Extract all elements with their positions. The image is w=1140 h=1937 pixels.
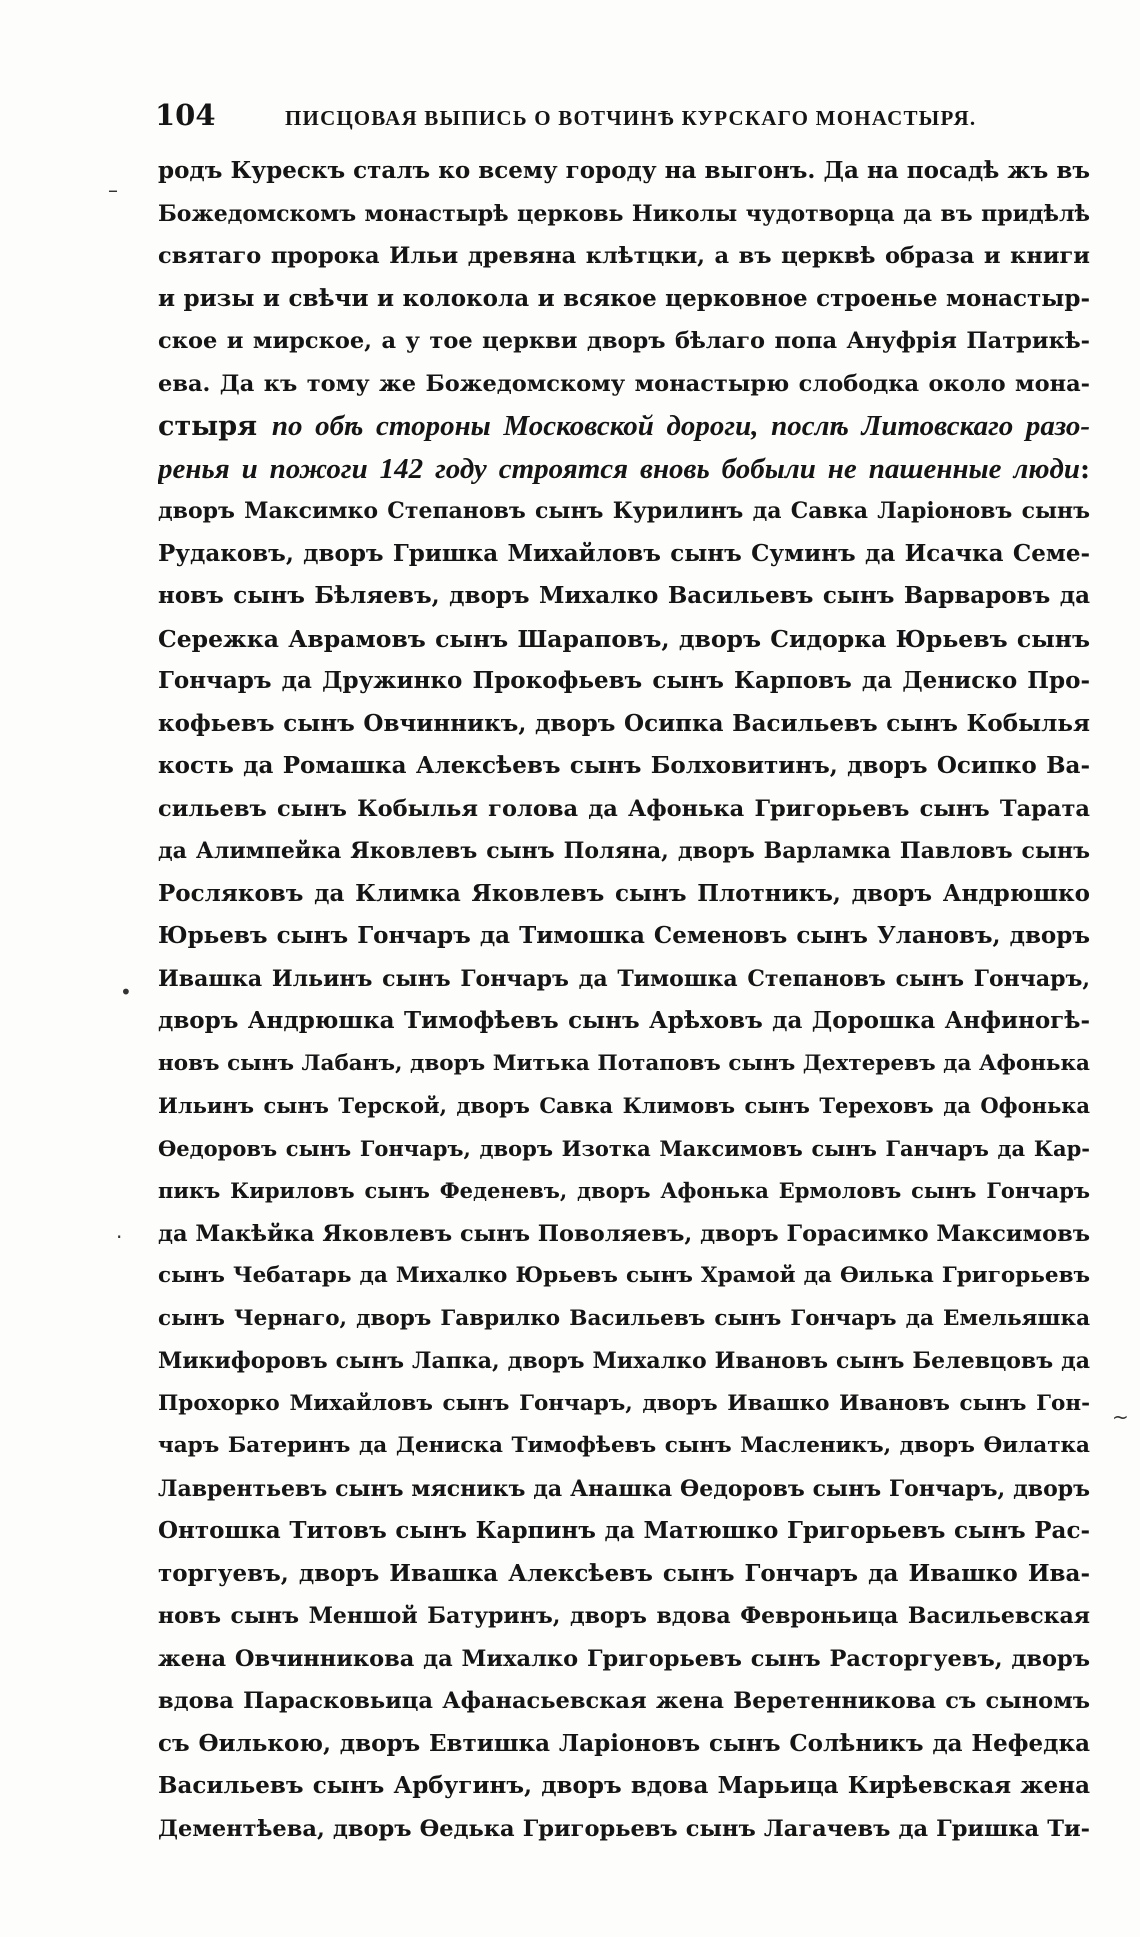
line-text: жена Овчинникова да Михалко Григорьевъ сынъ Расторгуевъ, дворъ: [158, 1645, 1090, 1672]
text-line: [158, 830, 1090, 873]
text-line: [158, 1510, 1090, 1553]
line-text: кофьевъ сынъ Овчинникъ, дворъ Осипка Васильевъ сынъ Кобылья: [158, 709, 1090, 737]
text-line: [158, 575, 1090, 618]
text-line: [158, 193, 1090, 236]
line-text: Онтошка Титовъ сынъ Карпинъ да Матюшко Григорьевъ сынъ Рас-: [158, 1517, 1090, 1544]
text-line: [158, 618, 1090, 661]
line-text: кость да Ромашка Алексѣевъ сынъ Болховитинъ, дворъ Осипко Ва-: [158, 752, 1090, 779]
text-line: [158, 405, 1090, 448]
text-line: [158, 1170, 1090, 1213]
text-line: [158, 1383, 1090, 1426]
text-line: [158, 235, 1090, 278]
line-text: дворъ Максимко Степановъ сынъ Курилинъ да Савка Ларіоновъ сынъ: [158, 498, 1090, 524]
text-line: [158, 1043, 1090, 1086]
text-line: [158, 320, 1090, 363]
line-text: сильевъ сынъ Кобылья голова да Афонька Григорьевъ сынъ Тарата: [158, 795, 1090, 822]
text-line: [158, 533, 1090, 576]
text-line: [158, 1340, 1090, 1383]
text-line: [158, 1298, 1090, 1341]
line-text: Рудаковъ, дворъ Гришка Михайловъ сынъ Суминъ да Исачка Семе-: [158, 539, 1090, 567]
margin-mark: ~: [1112, 1405, 1129, 1429]
line-text: Ѳедоровъ сынъ Гончаръ, дворъ Изотка Максимовъ сынъ Ганчаръ да Кар-: [158, 1135, 1090, 1161]
line-text: да Макѣйка Яковлевъ сынъ Поволяевъ, дворъ Горасимко Максимовъ: [158, 1220, 1090, 1247]
page-header: [155, 95, 977, 145]
line-text: :: [1080, 453, 1090, 485]
line-text: дворъ Андрюшка Тимофѣевъ сынъ Арѣховъ да Дорошка Анфиногѣ-: [158, 1007, 1090, 1034]
line-text: Ильинъ сынъ Терской, дворъ Савка Климовъ сынъ Тереховъ да Офонька: [158, 1093, 1090, 1118]
text-line: [158, 1128, 1090, 1171]
line-text: Прохорко Михайловъ сынъ Гончаръ, дворъ Ивашко Ивановъ сынъ Гон-: [158, 1390, 1090, 1416]
line-text: ское и мирское, а у тое церкви дворъ бѣлаго попа Ануфрія Патрикѣ-: [158, 328, 1090, 354]
text-line: [158, 278, 1090, 321]
text-line: [158, 1680, 1090, 1723]
line-text: стыря: [158, 411, 272, 442]
text-line: [158, 1638, 1090, 1681]
line-text: торгуевъ, дворъ Ивашка Алексѣевъ сынъ Гончаръ да Ивашко Ива-: [158, 1559, 1090, 1587]
line-text: сынъ Чернаго, дворъ Гаврилко Васильевъ сынъ Гончаръ да Емельяшка: [158, 1305, 1090, 1331]
text-line: [158, 1085, 1090, 1128]
line-text: вдова Парасковьица Афанасьевская жена Веретенникова съ сыномъ: [158, 1688, 1090, 1714]
body-text: [158, 150, 1090, 1850]
line-text: Микифоровъ сынъ Лапка, дворъ Михалко Ивановъ сынъ Белевцовъ да: [158, 1348, 1090, 1374]
line-text: Лаврентьевъ сынъ мясникъ да Анашка Ѳедоровъ сынъ Гончаръ, дворъ: [158, 1475, 1090, 1502]
line-text: чаръ Батеринъ да Дениска Тимофѣевъ сынъ Масленикъ, дворъ Ѳилатка: [158, 1433, 1090, 1458]
text-line: [158, 1000, 1090, 1043]
line-text: новъ сынъ Бѣляевъ, дворъ Михалко Васильевъ сынъ Варваровъ да: [158, 582, 1090, 609]
line-text: ева. Да къ тому же Божедомскому монастырю слободка около мона-: [158, 370, 1090, 397]
text-line: [158, 1808, 1090, 1851]
text-line: [158, 873, 1090, 916]
running-head: ПИСЦОВАЯ ВЫПИСЬ О ВОТЧИНѢ КУРСКАГО МОНАСТЫРЯ.: [285, 106, 977, 130]
text-line: [158, 1255, 1090, 1298]
line-text: сынъ Чебатарь да Михалко Юрьевъ сынъ Храмой да Ѳилька Григорьевъ: [158, 1263, 1090, 1288]
text-line: [158, 1425, 1090, 1468]
text-line: [158, 490, 1090, 533]
text-line: [158, 915, 1090, 958]
line-text: Юрьевъ сынъ Гончаръ да Тимошка Семеновъ сынъ Улановъ, дворъ: [158, 922, 1090, 949]
margin-mark: •: [120, 980, 132, 1004]
line-text: новъ сынъ Меншой Батуринъ, дворъ вдова Февроньица Васильевская: [158, 1603, 1090, 1629]
line-text: да Алимпейка Яковлевъ сынъ Поляна, дворъ Варламка Павловъ сынъ: [158, 838, 1090, 864]
text-line: [158, 363, 1090, 406]
line-text: съ Ѳилькою, дворъ Евтишка Ларіоновъ сынъ Солѣникъ да Нефедка: [158, 1729, 1090, 1757]
line-text: святаго пророка Ильи древяна клѣтцки, а въ церквѣ образа и книги: [158, 243, 1090, 269]
text-line: [158, 1213, 1090, 1256]
page-number: 104: [155, 98, 216, 132]
line-text: Дементѣева, дворъ Ѳедька Григорьевъ сынъ Лагачевъ да Гришка Ти-: [158, 1815, 1090, 1842]
text-line: [158, 958, 1090, 1001]
line-text: Васильевъ сынъ Арбугинъ, дворъ вдова Марьица Кирѣевская жена: [158, 1772, 1090, 1799]
line-text: Гончаръ да Дружинко Прокофьевъ сынъ Карповъ да Дениско Про-: [158, 667, 1090, 694]
line-text: Ивашка Ильинъ сынъ Гончаръ да Тимошка Степановъ сынъ Гончаръ,: [158, 965, 1090, 992]
line-text: Сережка Аврамовъ сынъ Шараповъ, дворъ Сидорка Юрьевъ сынъ: [158, 624, 1090, 653]
line-text: пикъ Кириловъ сынъ Феденевъ, дворъ Афонька Ермоловъ сынъ Гончаръ: [158, 1178, 1090, 1203]
text-line: [158, 1765, 1090, 1808]
margin-mark: ·: [116, 1225, 123, 1249]
text-line: [158, 448, 1090, 491]
text-line: [158, 1468, 1090, 1511]
text-line: [158, 788, 1090, 831]
text-line: [158, 150, 1090, 193]
text-line: [158, 1595, 1090, 1638]
line-text: Росляковъ да Климка Яковлевъ сынъ Плотникъ, дворъ Андрюшко: [158, 879, 1090, 907]
text-line: [158, 1553, 1090, 1596]
text-line: [158, 1723, 1090, 1766]
text-line: [158, 703, 1090, 746]
text-line: [158, 660, 1090, 703]
text-line: [158, 745, 1090, 788]
line-text: и ризы и свѣчи и колокола и всякое церковное строенье монастыр-: [158, 284, 1090, 312]
margin-mark: –: [108, 178, 118, 202]
italic-phrase: по обѣ стороны Московской дороги, послѣ Литовскаго разо-: [271, 410, 1090, 442]
line-text: родъ Курескъ сталъ ко всему городу на выгонъ. Да на посадѣ жъ въ: [158, 157, 1090, 184]
line-text: Божедомскомъ монастырѣ церковь Николы чудотворца да въ придѣлѣ: [158, 200, 1090, 227]
line-text: новъ сынъ Лабанъ, дворъ Митька Потаповъ сынъ Дехтеревъ да Афонька: [158, 1050, 1090, 1076]
italic-phrase: ренья и пожоги 142 году строятся вновь бобыли не пашенные люди: [158, 452, 1081, 485]
